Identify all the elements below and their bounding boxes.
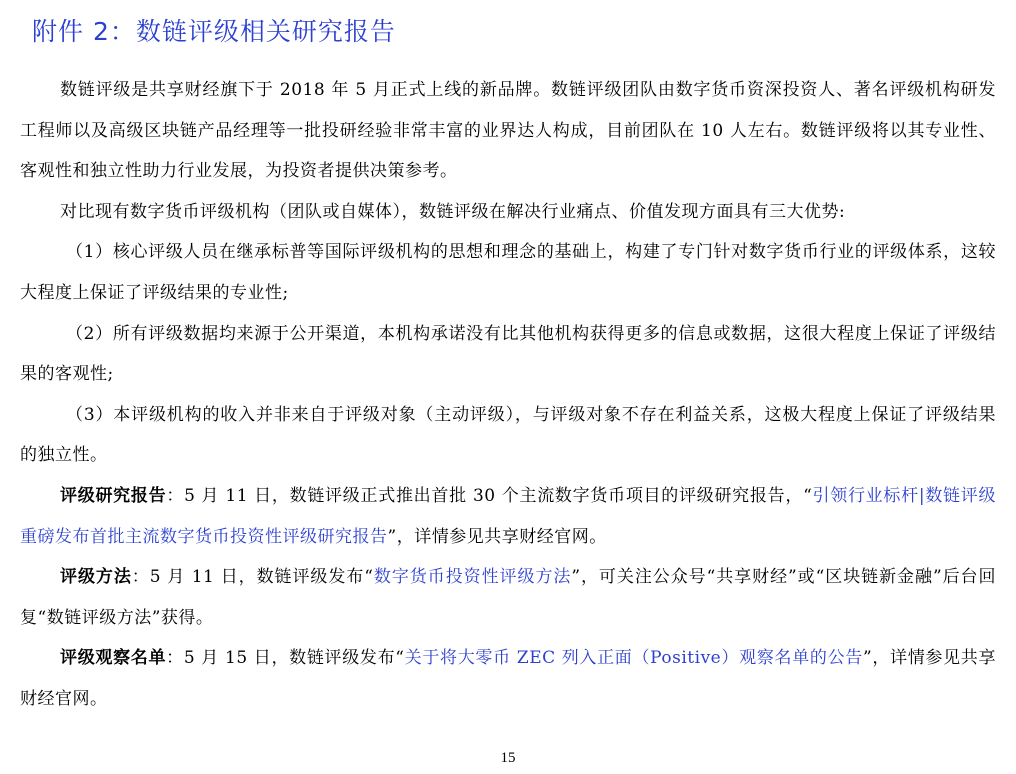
watchlist-paragraph xyxy=(20,638,996,719)
watchlist-label: 评级观察名单 xyxy=(60,648,167,669)
report-link[interactable]: 引领行业标杆|数链评级重磅发布首批主流数字货币投资性评级研究报告 xyxy=(20,485,996,547)
report-text-before: ：5 月 11 日，数链评级正式推出首批 30 个主流数字货币项目的评级研究报告，“ xyxy=(166,485,813,506)
report-paragraph xyxy=(20,476,996,557)
watchlist-text-after: ”，详情参见共享财经官网。 xyxy=(20,648,996,709)
method-text-after: ”，可关注公众号“共享财经”或“区块链新金融”后台回复“数链评级方法”获得。 xyxy=(20,567,996,628)
intro-paragraph: 数链评级是共享财经旗下于 2018 年 5 月正式上线的新品牌。数链评级团队由数字货币资深投资人、著名评级机构研发工程师以及高级区块链产品经理等一批投研经验非常丰富的业界达人构成，目前团队在 10 人左右。数链评级将以其专业性、客观性和独立性助力行业发展，为投资者提供决策参考。 xyxy=(20,80,996,182)
advantages-intro-paragraph: 对比现有数字货币评级机构（团队或自媒体），数链评级在解决行业痛点、价值发现方面具有三大优势: xyxy=(60,201,846,222)
advantage-item-2: （2）所有评级数据均来源于公开渠道，本机构承诺没有比其他机构获得更多的信息或数据，这很大程度上保证了评级结果的客观性; xyxy=(20,323,996,385)
report-label: 评级研究报告 xyxy=(60,485,167,506)
appendix-heading: 附件 2：数链评级相关研究报告 xyxy=(32,17,396,46)
advantage-item-1: （1）核心评级人员在继承标普等国际评级机构的思想和理念的基础上，构建了专门针对数字货币行业的评级体系，这较大程度上保证了评级结果的专业性; xyxy=(20,242,996,303)
method-paragraph xyxy=(20,557,996,638)
method-link[interactable]: 数字货币投资性评级方法 xyxy=(373,567,572,588)
advantage-item-3: （3）本评级机构的收入并非来自于评级对象（主动评级），与评级对象不存在利益关系，这极大程度上保证了评级结果的独立性。 xyxy=(20,404,996,466)
method-label: 评级方法 xyxy=(60,567,132,588)
watchlist-text-before: ：5 月 15 日，数链评级发布“ xyxy=(166,648,405,669)
report-text-after: ”，详情参见共享财经官网。 xyxy=(387,526,607,547)
document-body xyxy=(20,70,996,720)
watchlist-link[interactable]: 关于将大零币 ZEC 列入正面（Positive）观察名单的公告 xyxy=(404,648,863,669)
page-number: 15 xyxy=(500,750,516,766)
method-text-before: ：5 月 11 日，数链评级发布“ xyxy=(131,567,374,588)
